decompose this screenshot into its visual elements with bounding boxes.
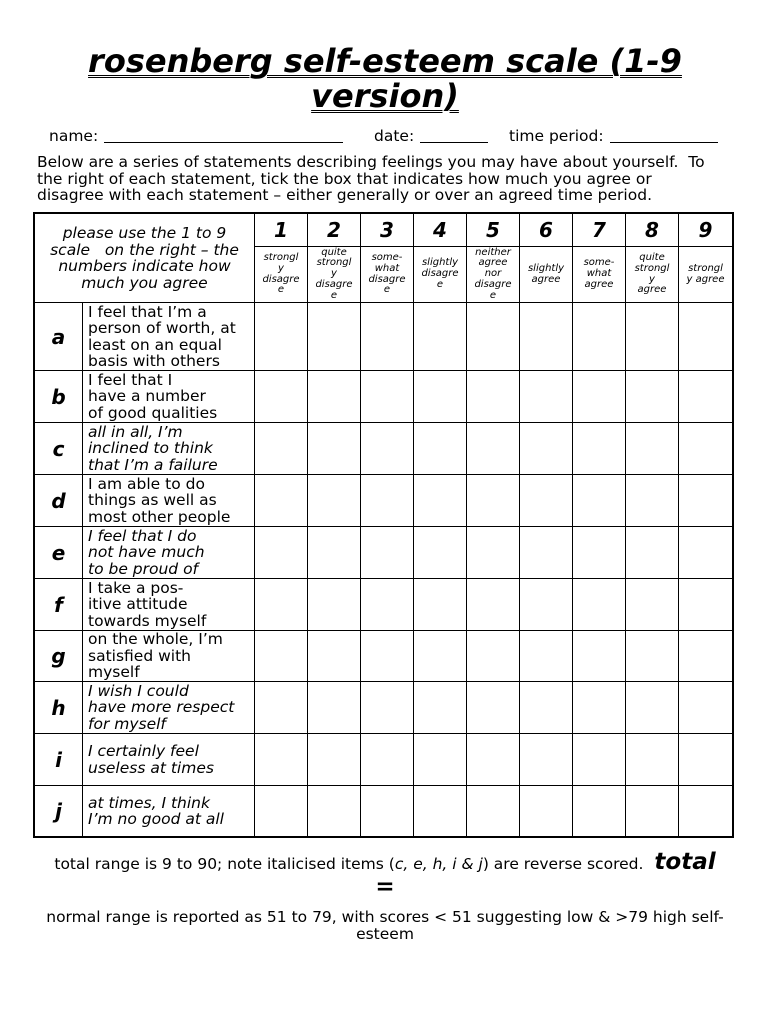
rating-cell-i-7[interactable] <box>573 734 626 786</box>
rating-cell-c-4[interactable] <box>414 423 467 475</box>
rating-cell-f-8[interactable] <box>626 579 679 631</box>
item-letter-f: f <box>35 579 83 631</box>
statement-line: not have much <box>88 543 205 562</box>
rating-cell-j-1[interactable] <box>255 786 308 836</box>
statement-f <box>83 579 255 631</box>
rating-cell-j-2[interactable] <box>308 786 361 836</box>
statement-line: myself <box>88 663 140 682</box>
rating-cell-e-2[interactable] <box>308 527 361 579</box>
scale-number-8: 8 <box>626 214 679 247</box>
item-letter-d: d <box>35 475 83 527</box>
rating-cell-i-6[interactable] <box>520 734 573 786</box>
statement-line: most other people <box>88 507 231 526</box>
statement-g <box>83 631 255 682</box>
rating-cell-h-5[interactable] <box>467 682 520 734</box>
rating-cell-j-7[interactable] <box>573 786 626 836</box>
rating-cell-h-4[interactable] <box>414 682 467 734</box>
scale-label-line: slightly <box>421 257 459 269</box>
rating-cell-h-6[interactable] <box>520 682 573 734</box>
scale-label-line: strongl <box>263 251 299 263</box>
statement-b <box>83 371 255 423</box>
rating-cell-j-9[interactable] <box>679 786 732 836</box>
scale-label-line: y agree <box>686 273 725 285</box>
rating-cell-h-9[interactable] <box>679 682 732 734</box>
statement-line: I feel that I <box>88 371 173 389</box>
statement-line: basis with others <box>88 352 220 370</box>
scale-label-line: disagre <box>474 278 512 290</box>
rating-cell-j-4[interactable] <box>414 786 467 836</box>
statement-line: on the whole, I’m <box>88 631 223 649</box>
rating-cell-d-1[interactable] <box>255 475 308 527</box>
rating-cell-h-2[interactable] <box>308 682 361 734</box>
scale-label-line: agree <box>637 284 667 296</box>
scale-label-line: e <box>277 284 285 296</box>
scale-instructions-line: much you agree <box>81 273 208 292</box>
instructions-line: disagree with each statement – either generally or over an agreed time period. <box>37 186 652 204</box>
rating-cell-b-3[interactable] <box>361 371 414 423</box>
rating-cell-h-7[interactable] <box>573 682 626 734</box>
item-letter-b: b <box>35 371 83 423</box>
rating-cell-j-5[interactable] <box>467 786 520 836</box>
rating-cell-b-4[interactable] <box>414 371 467 423</box>
reverse-scored-items: c, e, h, i & j <box>394 855 483 873</box>
rating-cell-f-4[interactable] <box>414 579 467 631</box>
rating-cell-j-8[interactable] <box>626 786 679 836</box>
rating-cell-a-3[interactable] <box>361 303 414 371</box>
rating-cell-i-5[interactable] <box>467 734 520 786</box>
rating-cell-b-9[interactable] <box>679 371 732 423</box>
scale-number-7: 7 <box>573 214 626 247</box>
scale-label-line: neither <box>475 247 511 258</box>
rating-cell-f-2[interactable] <box>308 579 361 631</box>
normal-range-line: normal range is reported as 51 to 79, with scores < 51 suggesting low & >79 high self- <box>46 908 724 926</box>
scale-label-3 <box>361 247 414 303</box>
rating-cell-c-8[interactable] <box>626 423 679 475</box>
name-field[interactable] <box>104 142 343 143</box>
scale-label-line: agree <box>531 273 561 285</box>
rating-cell-d-4[interactable] <box>414 475 467 527</box>
scale-label-line: y <box>278 262 284 274</box>
item-letter-j: j <box>35 786 83 836</box>
statement-j <box>83 786 255 836</box>
statement-line: I feel that I’m a <box>88 303 207 321</box>
scale-label-line: what <box>586 268 612 280</box>
scoring-note <box>0 850 770 877</box>
rating-cell-h-8[interactable] <box>626 682 679 734</box>
name-label: name: <box>49 127 99 145</box>
statement-e <box>83 527 255 579</box>
rating-cell-a-6[interactable] <box>520 303 573 371</box>
rating-cell-f-5[interactable] <box>467 579 520 631</box>
scale-label-line: what <box>374 262 400 274</box>
scale-label-5 <box>467 247 520 303</box>
scale-label-line: agree <box>584 278 614 290</box>
statement-line: have more respect <box>88 698 235 717</box>
rating-cell-e-7[interactable] <box>573 527 626 579</box>
scale-label-line: disagre <box>421 268 459 280</box>
statement-line: that I’m a failure <box>88 455 218 474</box>
scale-instructions-line: please use the 1 to 9 <box>62 224 227 242</box>
scale-number-3: 3 <box>361 214 414 247</box>
scale-number-5: 5 <box>467 214 520 247</box>
rating-cell-c-1[interactable] <box>255 423 308 475</box>
page-title <box>0 44 770 114</box>
page-title-line: rosenberg self-esteem scale (1-9 <box>88 42 682 80</box>
rating-cell-g-6[interactable] <box>520 631 573 682</box>
scale-label-line: e <box>330 289 338 301</box>
rating-cell-d-7[interactable] <box>573 475 626 527</box>
rating-cell-i-9[interactable] <box>679 734 732 786</box>
item-letter-h: h <box>35 682 83 734</box>
statement-line: least on an equal <box>88 335 222 354</box>
scale-label-line: y <box>649 273 655 285</box>
rating-cell-a-1[interactable] <box>255 303 308 371</box>
statement-line: inclined to think <box>88 439 213 458</box>
rating-cell-g-8[interactable] <box>626 631 679 682</box>
scale-number-2: 2 <box>308 214 361 247</box>
date-label: date: <box>374 127 415 145</box>
scale-instructions-cell <box>35 214 255 303</box>
rating-cell-c-6[interactable] <box>520 423 573 475</box>
rating-cell-i-4[interactable] <box>414 734 467 786</box>
rating-cell-i-8[interactable] <box>626 734 679 786</box>
rating-cell-e-4[interactable] <box>414 527 467 579</box>
statement-line: to be proud of <box>88 559 199 578</box>
instructions-line: Below are a series of statements describing feelings you may have about yourself. To <box>37 153 705 171</box>
rating-cell-b-8[interactable] <box>626 371 679 423</box>
date-field[interactable] <box>420 142 488 143</box>
rating-cell-f-7[interactable] <box>573 579 626 631</box>
statement-line: for myself <box>88 714 166 733</box>
rating-cell-a-5[interactable] <box>467 303 520 371</box>
statement-line: satisfied with <box>88 646 191 665</box>
rating-cell-d-9[interactable] <box>679 475 732 527</box>
statement-line: things as well as <box>88 491 217 510</box>
normal-range-line: esteem <box>356 925 414 943</box>
rating-cell-b-7[interactable] <box>573 371 626 423</box>
rating-cell-i-1[interactable] <box>255 734 308 786</box>
scale-label-line: some- <box>583 257 615 269</box>
rating-cell-g-9[interactable] <box>679 631 732 682</box>
scoring-note-suffix: ) are reverse scored. <box>482 855 644 873</box>
rating-cell-c-7[interactable] <box>573 423 626 475</box>
scale-label-line: e <box>383 284 391 296</box>
scale-number-1: 1 <box>255 214 308 247</box>
rating-cell-c-9[interactable] <box>679 423 732 475</box>
rating-cell-e-6[interactable] <box>520 527 573 579</box>
rating-cell-b-5[interactable] <box>467 371 520 423</box>
rating-cell-f-1[interactable] <box>255 579 308 631</box>
statement-line: I am able to do <box>88 475 205 493</box>
item-letter-e: e <box>35 527 83 579</box>
rating-cell-e-1[interactable] <box>255 527 308 579</box>
rating-cell-i-2[interactable] <box>308 734 361 786</box>
scale-number-6: 6 <box>520 214 573 247</box>
rating-cell-h-3[interactable] <box>361 682 414 734</box>
rating-cell-d-3[interactable] <box>361 475 414 527</box>
page-title-line: version) <box>311 77 459 115</box>
statement-h <box>83 682 255 734</box>
scale-label-7 <box>573 247 626 303</box>
scale-label-line: e <box>489 289 497 301</box>
rating-cell-g-2[interactable] <box>308 631 361 682</box>
scale-instructions-line: numbers indicate how <box>58 257 231 275</box>
total-equals: = <box>375 874 395 900</box>
rating-cell-d-5[interactable] <box>467 475 520 527</box>
instructions-line: the right of each statement, tick the box that indicates how much you agree or <box>37 169 652 188</box>
rating-cell-b-6[interactable] <box>520 371 573 423</box>
scale-label-line: y <box>331 268 337 280</box>
statement-a <box>83 303 255 371</box>
statement-d <box>83 475 255 527</box>
rating-cell-c-3[interactable] <box>361 423 414 475</box>
scale-label-line: strongl <box>634 262 670 274</box>
rating-cell-a-7[interactable] <box>573 303 626 371</box>
rating-cell-f-9[interactable] <box>679 579 732 631</box>
item-letter-g: g <box>35 631 83 682</box>
scale-label-line: some- <box>371 251 403 263</box>
rating-cell-e-8[interactable] <box>626 527 679 579</box>
scale-label-6 <box>520 247 573 303</box>
rating-cell-d-6[interactable] <box>520 475 573 527</box>
rating-cell-c-2[interactable] <box>308 423 361 475</box>
rating-cell-b-2[interactable] <box>308 371 361 423</box>
rating-cell-a-2[interactable] <box>308 303 361 371</box>
scale-label-line: strongl <box>688 262 723 274</box>
rating-cell-e-5[interactable] <box>467 527 520 579</box>
rating-cell-d-2[interactable] <box>308 475 361 527</box>
statement-line: have a number <box>88 387 206 406</box>
scale-label-1 <box>255 247 308 303</box>
scale-number-9: 9 <box>679 214 732 247</box>
statement-line: I’m no good at all <box>88 810 224 828</box>
rating-cell-f-3[interactable] <box>361 579 414 631</box>
rating-cell-h-1[interactable] <box>255 682 308 734</box>
item-letter-i: i <box>35 734 83 786</box>
rating-cell-a-8[interactable] <box>626 303 679 371</box>
time-period-field[interactable] <box>610 142 718 143</box>
scale-label-2 <box>308 247 361 303</box>
rating-cell-a-9[interactable] <box>679 303 732 371</box>
time-period-label: time period: <box>509 127 604 145</box>
scale-label-line: nor <box>484 268 502 280</box>
scale-label-4 <box>414 247 467 303</box>
scale-label-9 <box>679 247 732 303</box>
scale-label-line: disagre <box>262 273 300 285</box>
scale-label-line: quite <box>639 251 665 263</box>
rating-cell-f-6[interactable] <box>520 579 573 631</box>
scale-label-line: agree <box>478 257 508 269</box>
item-letter-c: c <box>35 423 83 475</box>
scale-label-line: e <box>436 278 444 290</box>
rating-cell-g-5[interactable] <box>467 631 520 682</box>
statement-line: at times, I think <box>88 793 210 812</box>
scoring-note-prefix: total range is 9 to 90; note italicised items ( <box>54 855 395 873</box>
rating-cell-g-4[interactable] <box>414 631 467 682</box>
rating-cell-c-5[interactable] <box>467 423 520 475</box>
statement-line: itive attitude <box>88 595 188 614</box>
statement-line: all in all, I’m <box>88 423 183 441</box>
statement-line: I certainly feel <box>88 742 199 760</box>
scale-label-line: quite <box>321 247 347 258</box>
scale-label-line: strongl <box>316 257 352 269</box>
scale-label-line: disagre <box>368 273 406 285</box>
rating-cell-j-3[interactable] <box>361 786 414 836</box>
normal-range-note <box>0 909 770 943</box>
rating-cell-a-4[interactable] <box>414 303 467 371</box>
scale-instructions-line: scale on the right – the <box>50 240 239 259</box>
rating-cell-g-1[interactable] <box>255 631 308 682</box>
item-letter-a: a <box>35 303 83 371</box>
statement-line: I wish I could <box>88 682 189 700</box>
scale-number-4: 4 <box>414 214 467 247</box>
statement-line: I feel that I do <box>88 527 197 545</box>
rating-cell-e-3[interactable] <box>361 527 414 579</box>
statement-line: useless at times <box>88 758 214 777</box>
statement-c <box>83 423 255 475</box>
rating-table <box>33 212 734 838</box>
rating-cell-d-8[interactable] <box>626 475 679 527</box>
scale-label-line: slightly <box>527 262 565 274</box>
scale-label-8 <box>626 247 679 303</box>
rating-cell-g-3[interactable] <box>361 631 414 682</box>
rating-cell-e-9[interactable] <box>679 527 732 579</box>
instructions <box>37 154 705 204</box>
scale-label-line: disagre <box>315 278 353 290</box>
statement-line: of good qualities <box>88 403 218 422</box>
statement-line: I take a pos- <box>88 579 184 597</box>
statement-line: towards myself <box>88 611 207 630</box>
statement-line: person of worth, at <box>88 319 236 337</box>
rating-cell-g-7[interactable] <box>573 631 626 682</box>
rating-cell-j-6[interactable] <box>520 786 573 836</box>
rating-cell-b-1[interactable] <box>255 371 308 423</box>
total-label: total <box>654 849 716 875</box>
rating-cell-i-3[interactable] <box>361 734 414 786</box>
statement-i <box>83 734 255 786</box>
